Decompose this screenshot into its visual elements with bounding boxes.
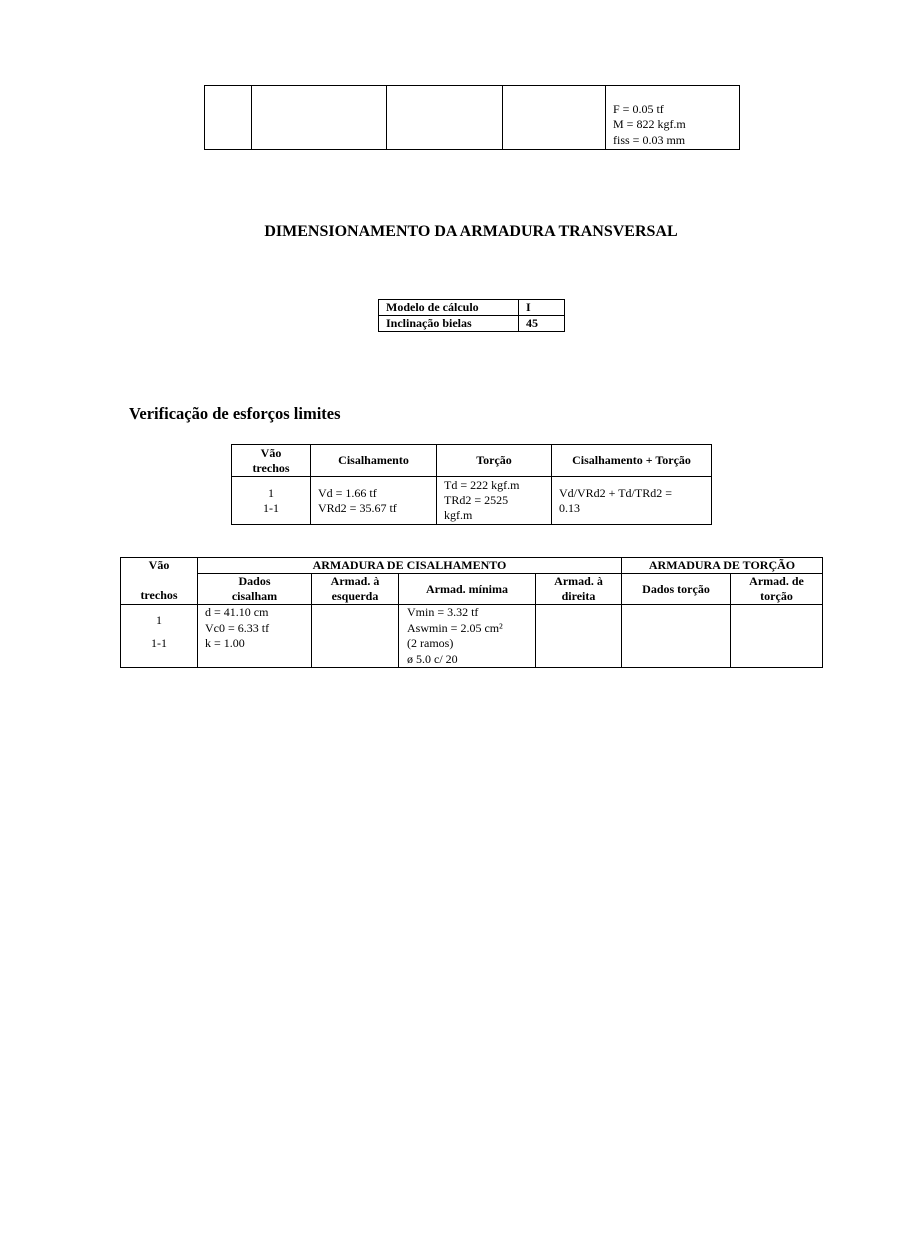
td-value: Td = 222 kgf.m [444, 478, 520, 492]
result-crack: fiss = 0.03 mm [613, 132, 686, 147]
header-dados-line1: Dados [238, 574, 271, 588]
cell-vao [232, 477, 311, 525]
header-dir-line2: direita [561, 589, 596, 603]
header-armad-torcao [731, 574, 823, 605]
vc0-value: Vc0 = 6.33 tf [205, 620, 270, 635]
header-cisalhamento: Cisalhamento [311, 445, 437, 477]
trd2-value: TRd2 = 2525 [444, 493, 509, 507]
cell-cisalhamento [311, 477, 437, 525]
cell-dados-cisalham [198, 605, 312, 668]
header-group-torcao: ARMADURA DE TORÇÃO [622, 558, 823, 574]
table-row [379, 300, 565, 316]
combined-value: 0.13 [559, 500, 580, 515]
arm-trecho-value: 1-1 [151, 636, 167, 650]
vmin-value: Vmin = 3.32 tf [407, 605, 479, 619]
header-vao-line1: Vão [260, 445, 282, 460]
section-heading: Verificação de esforços limites [129, 404, 341, 423]
result-moment: M = 822 kgf.m [613, 117, 686, 131]
header-dir-line1: Armad. à [554, 574, 603, 588]
table-cell [252, 86, 387, 150]
result-force: F = 0.05 tf [613, 101, 664, 116]
trecho-value: 1-1 [263, 500, 279, 515]
header-vao-trechos [121, 558, 198, 605]
header-armad-esquerda [312, 574, 399, 605]
table-header-row [121, 558, 823, 574]
table-row [232, 477, 712, 525]
table-header-row [232, 445, 712, 477]
cell-armad-direita [536, 605, 622, 668]
header-trechos: trechos [140, 588, 178, 602]
table-cell [205, 86, 252, 150]
inclination-label: Inclinação bielas [379, 316, 519, 332]
cell-armad-torcao [731, 605, 823, 668]
header-esq-line1: Armad. à [330, 574, 380, 588]
table-row [379, 316, 565, 332]
header-vao-line2: trechos [252, 460, 290, 475]
page-title: DIMENSIONAMENTO DA ARMADURA TRANSVERSAL [264, 223, 678, 240]
header-tor-line2: torção [760, 589, 793, 603]
header-dados-line2: cisalham [231, 589, 278, 603]
table-row [121, 605, 823, 668]
cell-torcao [437, 477, 552, 525]
top-results-table [204, 85, 740, 150]
model-table [378, 299, 565, 332]
table-cell [503, 86, 606, 150]
vd-value: Vd = 1.66 tf [318, 485, 377, 500]
header-dados-cisalham [198, 574, 312, 605]
results-cell [606, 86, 740, 150]
vrd2-value: VRd2 = 35.67 tf [318, 500, 397, 515]
bar-spacing-value: ø 5.0 c/ 20 [407, 651, 458, 666]
inclination-value: 45 [519, 316, 565, 332]
header-group-cisalhamento: ARMADURA DE CISALHAMENTO [198, 558, 622, 574]
table-row [205, 86, 740, 150]
header-vao: Vão [148, 558, 170, 572]
aswmin-value: Aswmin = 2.05 cm² [407, 620, 503, 635]
k-value: k = 1.00 [205, 636, 245, 650]
table-header-row [121, 574, 823, 605]
arm-vao-value: 1 [156, 613, 162, 627]
header-armad-direita [536, 574, 622, 605]
cell-armad-esquerda [312, 605, 399, 668]
header-combinado: Cisalhamento + Torção [552, 445, 712, 477]
vao-value: 1 [268, 485, 274, 500]
header-dados-torcao: Dados torção [622, 574, 731, 605]
table-cell [387, 86, 503, 150]
model-value: I [519, 300, 565, 316]
cell-dados-torcao [622, 605, 731, 668]
cell-vao-trecho [121, 605, 198, 668]
d-value: d = 41.10 cm [205, 605, 269, 619]
header-esq-line2: esquerda [331, 589, 379, 603]
header-torcao: Torção [437, 445, 552, 477]
ramos-value: (2 ramos) [407, 636, 454, 650]
reinforcement-table [120, 557, 823, 668]
cell-combinado [552, 477, 712, 525]
header-vao [232, 445, 311, 477]
header-tor-line1: Armad. de [749, 574, 804, 588]
cell-armad-minima [399, 605, 536, 668]
verification-table [231, 444, 712, 525]
trd2-unit: kgf.m [444, 508, 473, 522]
model-label: Modelo de cálculo [379, 300, 519, 316]
header-armad-minima: Armad. mínima [399, 574, 536, 605]
combined-formula: Vd/VRd2 + Td/TRd2 = [559, 485, 672, 500]
